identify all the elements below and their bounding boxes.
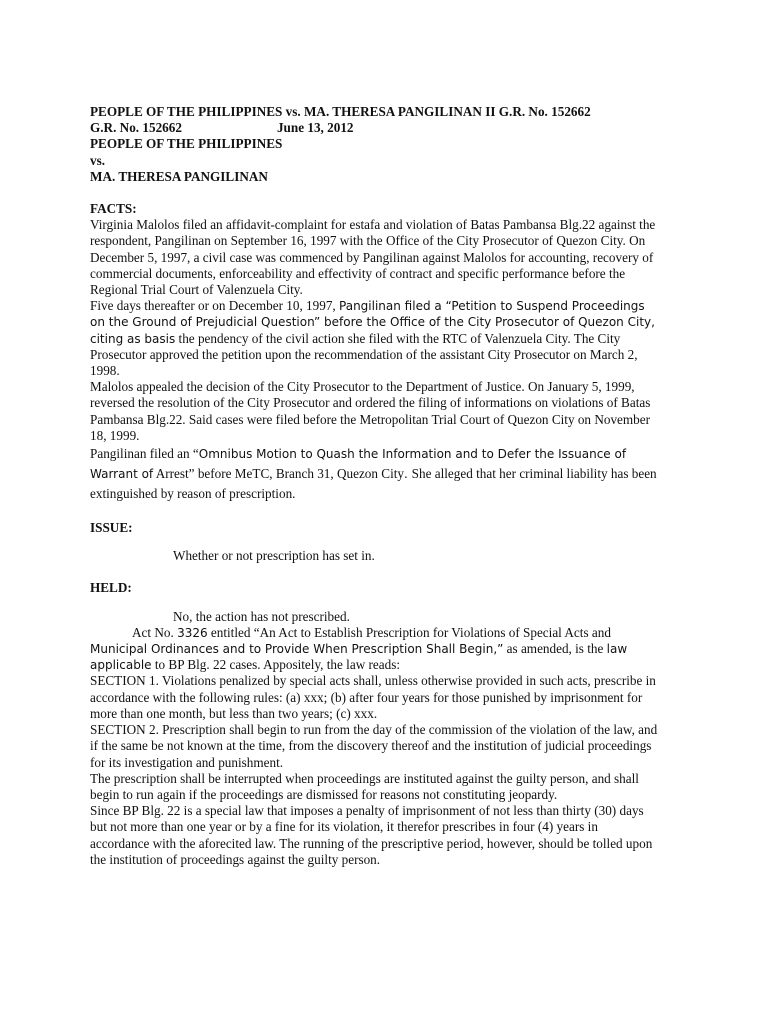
held-act-part-c: entitled “An Act to Establish Prescription for Violations of Special Acts and [207,624,611,640]
facts-p4-part-b: Omnibus Motion to Quash the Information and to Defer the Issuance of Warrant of [90,447,627,482]
held-conclusion-paragraph: Since BP Blg. 22 is a special law that imposes a penalty of imprisonment of not less than thirty (30) days but not more than one year or by a fine for its violation, it therefor prescribes in four (4) years in accordance with the aforecited law. The running of the prescriptive period, however, should be tolled upon the institution of proceedings against the guilty person. [90,803,653,867]
held-answer: No, the action has not prescribed. [173,608,350,624]
held-heading: HELD: [90,580,132,596]
document-page [90,104,660,868]
facts-p4-part-a: Pangilinan filed an “ [90,446,199,462]
spacer [90,504,660,520]
facts-p2-part-a: Five days thereafter or on December 10, 1997, [90,298,340,314]
facts-paragraph-4 [90,444,660,504]
case-title: PEOPLE OF THE PHILIPPINES vs. MA. THERESA PANGILINAN II G.R. No. 152662 [90,104,591,119]
held-act-part-a: Act No. [132,624,178,640]
held-act-part-d: Municipal Ordinances and to Provide When Prescription Shall Begin,” [90,642,504,657]
held-act-paragraph [90,625,660,674]
facts-paragraph-1: Virginia Malolos filed an affidavit-complaint for estafa and violation of Batas Pambansa Blg.22 against the respondent, Pangilinan on September 16, 1997 with the Office of the City Prosecutor of Quezon City. On December 5, 1997, a civil case was commenced by Pangilinan against Malolos for accounting, recovery of commercial documents, enforceability and effectivity of contract and specific performance before the Regional Trial Court of Valenzuela City. [90,217,656,298]
party-plaintiff: PEOPLE OF THE PHILIPPINES [90,136,283,152]
spacer [90,597,660,609]
held-act-part-b: 3326 [177,625,208,640]
facts-p4-part-d: . [404,467,412,482]
spacer [90,564,660,580]
held-section-2: SECTION 2. Prescription shall begin to run from the day of the commission of the violation of the law, and if the same be not known at the time, from the discovery thereof and the institution of judicial proceedings for its investigation and punishment. [90,722,658,770]
held-section-1: SECTION 1. Violations penalized by special acts shall, unless otherwise provided in such acts, prescribe in accordance with the following rules: (a) xxx; (b) after four years for those punished by imprisonment for more than one month, but less than two years; (c) xxx. [90,673,656,721]
issue-text: Whether or not prescription has set in. [173,548,375,564]
spacer [90,536,660,548]
held-act-part-e: as amended, is the [503,641,607,657]
facts-heading: FACTS: [90,201,137,217]
spacer [90,185,660,201]
held-interruption-paragraph: The prescription shall be interrupted when proceedings are instituted against the guilty person, and shall begin to run again if the proceedings are dismissed for reasons not constituting jeopardy. [90,770,639,802]
held-act-part-f: law applicable [90,642,628,673]
issue-heading: ISSUE: [90,520,133,536]
case-number-line [90,120,660,136]
facts-p4-part-c: Arrest” before MeTC, Branch 31, Quezon City [153,466,405,482]
facts-p4-part-e: She alleged that her criminal liability has been extinguished by reason of prescription. [90,466,657,502]
held-act-part-g: to BP Blg. 22 cases. Appositely, the law reads: [151,657,401,673]
decision-date: June 13, 2012 [276,120,354,136]
facts-p2-part-c: the pendency of the civil action she filed with the RTC of Valenzuela City. The City Prosecutor approved the petition upon the recommendation of the assistant City Prosecutor on March 2, 1998. [90,330,638,379]
party-respondent: MA. THERESA PANGILINAN [90,168,268,184]
held-act-indent [90,625,132,640]
gr-number: G.R. No. 152662 [90,120,182,136]
facts-p2-part-b: Pangilinan filed a “Petition to Suspend Proceedings on the Ground of Prejudicial Question” before the Office of the City Prosecutor of Quezon City, citing as basis [90,299,655,346]
facts-paragraph-3: Malolos appealed the decision of the City Prosecutor to the Department of Justice. On January 5, 1999, reversed the resolution of the City Prosecutor and ordered the filing of informations on violations of Batas Pambansa Blg.22. Said cases were filed before the Metropolitan Trial Court of Quezon City on November 18, 1999. [90,379,651,443]
facts-paragraph-2 [90,298,660,379]
versus-label: vs. [90,152,106,168]
